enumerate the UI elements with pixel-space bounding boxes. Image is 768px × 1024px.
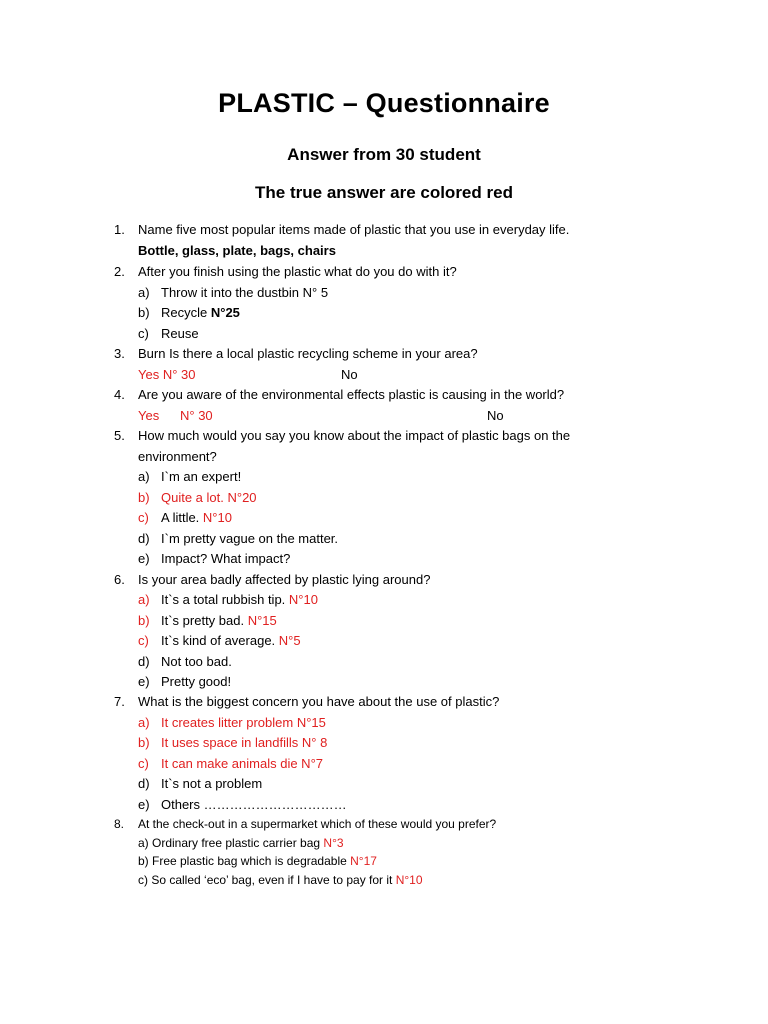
option-text: Quite a lot. N°20 — [161, 490, 257, 505]
option-text: Not too bad. — [161, 654, 232, 669]
question-number: 2. — [114, 264, 125, 279]
question-text: Are you aware of the environmental effects plastic is causing in the world? — [138, 387, 565, 402]
response-count: N°10 — [202, 510, 232, 525]
option-letter: d) — [138, 531, 150, 546]
option-text: It`s pretty bad. N°15 — [161, 613, 277, 628]
response-count: N°17 — [350, 854, 377, 868]
option-letter: a) — [138, 285, 150, 300]
option-text: a) Ordinary free plastic carrier bag N°3 — [138, 836, 344, 850]
response-count: N°15 — [247, 613, 277, 628]
option-letter: a) — [138, 715, 150, 730]
option-letter: a) — [138, 592, 150, 607]
option-text: Others …………………………… — [161, 797, 347, 812]
option-letter: b) — [138, 490, 150, 505]
question-text: Name five most popular items made of plastic that you use in everyday life. — [138, 222, 570, 237]
question-text: Is your area badly affected by plastic lying around? — [138, 572, 431, 587]
question-number: 6. — [114, 572, 125, 587]
option-text: Impact? What impact? — [161, 551, 291, 566]
option-letter: d) — [138, 654, 150, 669]
option-text: It can make animals die N°7 — [161, 756, 323, 771]
option-letter: c) — [138, 510, 149, 525]
response-count: N°10 — [395, 873, 423, 887]
option-text: I`m an expert! — [161, 469, 242, 484]
response-count: N°10 — [288, 592, 318, 607]
subtitle-respondents: Answer from 30 student — [287, 145, 481, 164]
option-text: It uses space in landfills N° 8 — [161, 735, 328, 750]
option-letter: b) — [138, 613, 150, 628]
option-text: It`s not a problem — [161, 776, 263, 791]
option-letter: c) — [138, 326, 149, 341]
option-letter: b) — [138, 735, 150, 750]
question-number: 7. — [114, 694, 125, 709]
option-text: It`s a total rubbish tip. N°10 — [161, 592, 318, 607]
response-count: N°25 — [210, 305, 240, 320]
option-text: Recycle N°25 — [161, 305, 240, 320]
question-text: After you finish using the plastic what do you do with it? — [138, 264, 457, 279]
question-text-continued: environment? — [138, 449, 217, 464]
question-number: 5. — [114, 428, 125, 443]
question-text: How much would you say you know about the impact of plastic bags on the — [138, 428, 571, 443]
response-count: N°3 — [323, 836, 344, 850]
option-letter: c) — [138, 633, 149, 648]
answer-yes: Yes N° 30 — [138, 367, 196, 382]
option-letter: a) — [138, 469, 150, 484]
option-letter: b) — [138, 305, 150, 320]
option-text: c) So called ‘eco’ bag, even if I have to pay for it N°10 — [138, 873, 423, 887]
option-letter: c) — [138, 756, 149, 771]
answer-text: Bottle, glass, plate, bags, chairs — [138, 243, 336, 258]
page-title: PLASTIC – Questionnaire — [218, 88, 550, 118]
option-text: It creates litter problem N°15 — [161, 715, 326, 730]
option-letter: e) — [138, 674, 150, 689]
question-text: At the check-out in a supermarket which of these would you prefer? — [138, 817, 497, 831]
option-text: It`s kind of average. N°5 — [161, 633, 301, 648]
option-letter: e) — [138, 797, 150, 812]
answer-no: No — [341, 367, 358, 382]
question-number: 3. — [114, 346, 125, 361]
option-letter: d) — [138, 776, 150, 791]
option-text: I`m pretty vague on the matter. — [161, 531, 339, 546]
question-number: 8. — [114, 817, 125, 831]
question-number: 4. — [114, 387, 125, 402]
answer-yes: Yes — [138, 408, 160, 423]
option-letter: e) — [138, 551, 150, 566]
question-text: Burn Is there a local plastic recycling scheme in your area? — [138, 346, 478, 361]
option-text: Reuse — [161, 326, 199, 341]
subtitle-legend: The true answer are colored red — [255, 183, 513, 202]
question-number: 1. — [114, 222, 125, 237]
option-text: Throw it into the dustbin N° 5 — [161, 285, 329, 300]
question-text: What is the biggest concern you have about the use of plastic? — [138, 694, 500, 709]
option-text: A little. N°10 — [161, 510, 232, 525]
response-count: N°5 — [278, 633, 301, 648]
answer-no: No — [487, 408, 504, 423]
answer-yes-count: N° 30 — [180, 408, 213, 423]
option-text: Pretty good! — [161, 674, 232, 689]
option-text: b) Free plastic bag which is degradable N°17 — [138, 854, 377, 868]
